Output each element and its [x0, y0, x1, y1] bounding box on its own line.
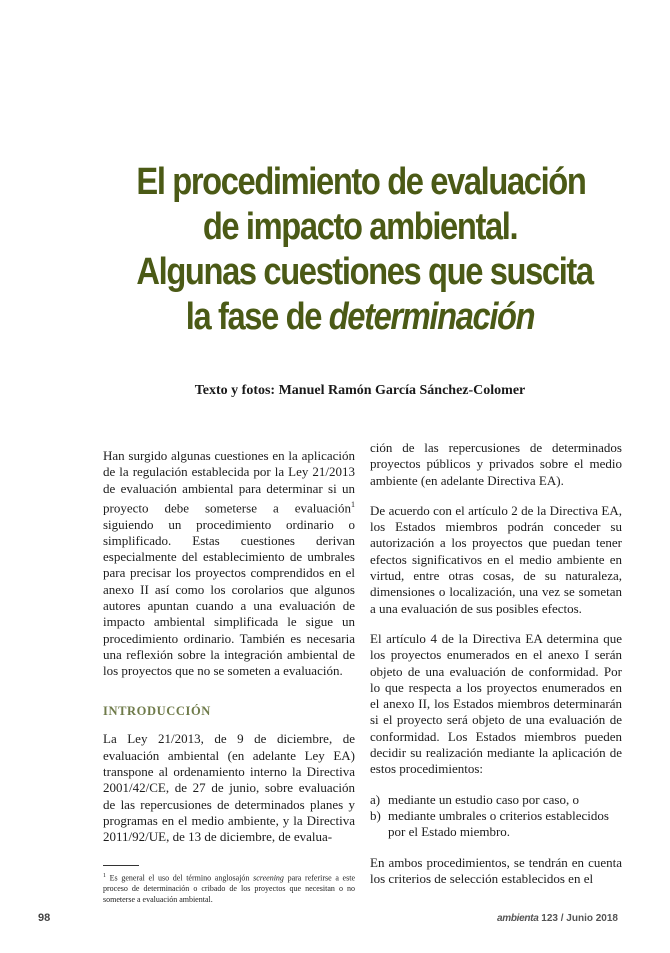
- body-paragraph: ción de las repercusiones de determinados proyectos públicos y privados sobre el medio ambiente (en adelante Directiva EA).: [370, 440, 622, 488]
- page-number: 98: [38, 912, 51, 924]
- footnote-divider: [103, 865, 139, 866]
- footnote-reference: 1: [351, 499, 355, 509]
- footer-separator: /: [560, 913, 564, 924]
- list-marker: a): [370, 791, 381, 807]
- body-paragraph: De acuerdo con el artículo 2 de la Directiva EA, los Estados miembros podrán conceder su autorización a los proyectos que puedan tener efectos significativos en el medio ambiente en virtud, entre otras cosas, de su naturaleza, dimensiones o localización, una vez se sometan a una evaluación de sus posibles efectos.: [370, 502, 622, 616]
- list-marker: b): [370, 807, 381, 823]
- body-paragraph: El artículo 4 de la Directiva EA determina que los proyectos enumerados en el anexo I serán objeto de una evaluación de conformidad. Por lo que respecta a los proyectos enumerados en el anexo II, los Estados miembros determinarán si el proyecto será objeto de una evaluación de conformidad. Los Estados miembros pueden decidir su realización mediante la aplicación de estos procedimientos:: [370, 630, 622, 777]
- title-emphasis: determinación: [328, 296, 535, 338]
- footnote: [103, 871, 355, 905]
- footnote-text-after: para referirse a este proceso de determinación o cribado de los proyectos que necesitan o no someterse a evaluación ambiental.: [103, 873, 355, 904]
- footnote-emphasis: screening: [253, 873, 284, 883]
- title-line-4: [136, 295, 583, 340]
- section-heading: INTRODUCCIÓN: [103, 704, 211, 719]
- procedures-list: [370, 792, 622, 841]
- title-line-3: Algunas cuestiones que suscita: [136, 251, 593, 293]
- list-item: [370, 808, 622, 841]
- article-title: [136, 160, 593, 340]
- issue-date: Junio 2018: [566, 913, 618, 924]
- body-paragraph: En ambos procedimientos, se tendrán en cuenta los criterios de selección establecidos en el: [370, 854, 622, 886]
- intro-text-after-note: siguiendo un procedimiento ordinario o simplificado. Estas cuestiones derivan especialmente del establecimiento de umbrales para precisar los proyectos comprendidos en el anexo II así como los corolarios que algunos autores apuntan cuando a una evaluación de impacto ambiental simplificada le sigue un procedimiento ordinario. También es necesaria una reflexión sobre la integración ambiental de los proyectos que no se someten a evaluación.: [103, 516, 355, 679]
- left-column: [103, 448, 355, 860]
- footnote-text-before: Es general el uso del término anglosajón: [106, 873, 254, 883]
- list-item-text: mediante un estudio caso por caso, o: [388, 791, 579, 807]
- issue-number: 123: [541, 913, 558, 924]
- intro-paragraph: [103, 448, 355, 679]
- right-column: [370, 440, 622, 901]
- body-paragraph: La Ley 21/2013, de 9 de diciembre, de evaluación ambiental (en adelante Ley EA) transpone al ordenamiento interno la Directiva 2001/42/CE, de 27 de junio, sobre evaluación de las repercusiones de determinados planes y programas en el medio ambiente, y la Directiva 2011/92/UE, de 13 de diciembre, de evalua-: [103, 731, 355, 845]
- author-byline: Texto y fotos: Manuel Ramón García Sánchez-Colomer: [194, 383, 526, 398]
- list-item: [370, 792, 622, 808]
- footnote-marker: 1: [103, 873, 106, 879]
- list-item-text: mediante umbrales o criterios establecidos por el Estado miembro.: [388, 807, 609, 840]
- title-line-1: El procedimiento de evaluación: [136, 161, 586, 203]
- publication-footer: [497, 913, 618, 924]
- magazine-name: ambienta: [496, 913, 539, 924]
- intro-text-before-note: Han surgido algunas cuestiones en la aplicación de la regulación establecida por la Ley 21/2013 de evaluación ambiental para determinar si un proyecto debe someterse a evaluación: [103, 448, 355, 516]
- title-line-2: de impacto ambiental.: [202, 206, 518, 248]
- title-line-4-prefix: la fase de: [185, 296, 322, 338]
